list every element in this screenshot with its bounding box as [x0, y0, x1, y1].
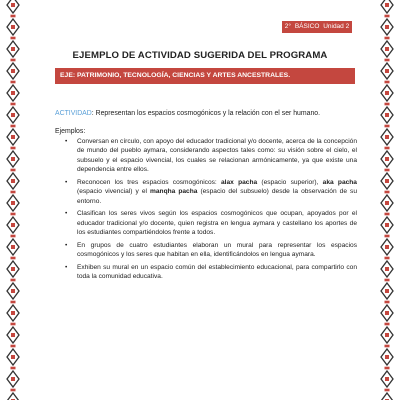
border-center-mark [385, 135, 389, 139]
border-center-mark [11, 135, 15, 139]
border-dash [11, 235, 16, 237]
border-dash [11, 169, 16, 171]
border-diamond [7, 393, 19, 400]
border-diamond [381, 393, 393, 400]
border-dash [385, 147, 390, 149]
border-center-mark [11, 289, 15, 293]
border-center-mark [11, 245, 15, 249]
border-dash [11, 323, 16, 325]
item-text: (espacio del subsuelo) desde la observación de su entorno. [77, 188, 358, 205]
border-center-mark [11, 179, 15, 183]
border-center-mark [11, 333, 15, 337]
examples-list [64, 137, 357, 285]
border-center-mark [385, 201, 389, 205]
border-dash [385, 37, 390, 39]
border-center-mark [385, 355, 389, 359]
border-center-mark [11, 311, 15, 315]
border-center-mark [385, 157, 389, 161]
border-center-mark [385, 245, 389, 249]
border-center-mark [385, 289, 389, 293]
border-dash [385, 345, 390, 347]
border-center-mark [385, 179, 389, 183]
list-item [64, 263, 357, 282]
border-dash [11, 367, 16, 369]
grade-unit-badge [282, 21, 352, 33]
item-text: Clasifican los seres vivos según los espacios cosmogónicos que ocupan, apoyados por el educador tradicional y/o docente, quien registra en lengua aymara y castellano los aportes de los estudiantes compartiéndolos frente a todos. [77, 210, 357, 237]
border-dash [11, 191, 16, 193]
border-dash [385, 235, 390, 237]
item-text: Reconocen los tres espacios cosmogónicos: [77, 178, 222, 186]
border-pattern [380, 0, 394, 400]
border-center-mark [385, 311, 389, 315]
item-text: (espacio superior), [257, 178, 323, 186]
border-center-mark [11, 267, 15, 271]
border-dash [385, 59, 390, 61]
border-center-mark [11, 355, 15, 359]
border-dash [385, 323, 390, 325]
item-text: Conversan en círculo, con apoyo del educador tradicional y/o docente, acerca de la concepción de mundo del pueblo aymara, considerando aspectos tales como: su visión sobre el cielo, el subsuelo y el espacio vivencial, los cuales se relacionan armónicamente, ya que existe una dependencia entre ellos. [77, 138, 357, 174]
list-item [64, 137, 357, 175]
border-dash [385, 257, 390, 259]
border-dash [385, 15, 390, 17]
bullet-icon: • [65, 178, 68, 186]
grade-text: 2° [284, 23, 291, 30]
border-dash [11, 345, 16, 347]
border-center-mark [385, 47, 389, 51]
border-dash [385, 125, 390, 127]
decorative-border-left [6, 0, 20, 400]
border-center-mark [385, 69, 389, 73]
border-dash [11, 59, 16, 61]
border-pattern [6, 0, 20, 400]
page-title: EJEMPLO DE ACTIVIDAD SUGERIDA DEL PROGRAMA [72, 50, 328, 61]
unit-text: Unidad 2 [323, 23, 350, 30]
border-dash [385, 279, 390, 281]
item-text: En grupos de cuatro estudiantes elaboran un mural para representar los espacios cosmogónicos y los seres que habitan en ella, identificándolos en lengua aymara. [77, 241, 357, 259]
border-center-mark [11, 69, 15, 73]
term-bold: manqha pacha [150, 188, 198, 196]
border-center-mark [11, 223, 15, 227]
list-item [64, 209, 357, 237]
bullet-icon: • [65, 210, 68, 218]
list-item [64, 178, 357, 206]
examples-label: Ejemplos: [55, 128, 86, 135]
activity-label: ACTIVIDAD [55, 110, 92, 117]
border-center-mark [385, 25, 389, 29]
axis-bar: EJE: PATRIMONIO, TECNOLOGÍA, CIENCIAS Y ARTES ANCESTRALES. [55, 68, 355, 84]
activity-line [55, 110, 365, 117]
border-dash [11, 15, 16, 17]
border-dash [11, 301, 16, 303]
border-dash [385, 169, 390, 171]
border-center-mark [11, 47, 15, 51]
bullet-icon: • [65, 263, 68, 271]
border-center-mark [11, 113, 15, 117]
border-dash [385, 367, 390, 369]
border-dash [385, 301, 390, 303]
border-dash [11, 81, 16, 83]
border-center-mark [385, 333, 389, 337]
border-center-mark [11, 3, 15, 7]
border-dash [11, 37, 16, 39]
term-bold: aka pacha [322, 178, 357, 186]
bullet-icon: • [65, 241, 68, 249]
border-center-mark [11, 377, 15, 381]
border-center-mark [385, 91, 389, 95]
border-dash [11, 103, 16, 105]
level-text: BÁSICO [294, 23, 320, 30]
border-dash [385, 213, 390, 215]
item-text: (espacio vivencial) y el [77, 188, 151, 196]
border-dash [11, 147, 16, 149]
border-center-mark [385, 377, 389, 381]
bullet-icon: • [65, 138, 68, 145]
term-bold: alax pacha [221, 178, 258, 186]
border-dash [385, 103, 390, 105]
item-text: Exhiben su mural en un espacio común del establecimiento educacional, para compartirlo con toda la comunidad educativa. [77, 263, 357, 281]
border-dash [11, 279, 16, 281]
border-center-mark [11, 91, 15, 95]
border-dash [385, 81, 390, 83]
border-center-mark [385, 267, 389, 271]
border-dash [385, 389, 390, 391]
border-dash [11, 213, 16, 215]
border-center-mark [11, 25, 15, 29]
list-item [64, 241, 357, 260]
border-dash [11, 125, 16, 127]
border-dash [11, 389, 16, 391]
activity-text: : Representan los espacios cosmogónicos y la relación con el ser humano. [91, 110, 321, 117]
border-center-mark [385, 223, 389, 227]
border-center-mark [11, 157, 15, 161]
border-center-mark [11, 201, 15, 205]
border-center-mark [385, 113, 389, 117]
decorative-border-right [380, 0, 394, 400]
border-dash [385, 191, 390, 193]
border-center-mark [385, 3, 389, 7]
border-dash [11, 257, 16, 259]
